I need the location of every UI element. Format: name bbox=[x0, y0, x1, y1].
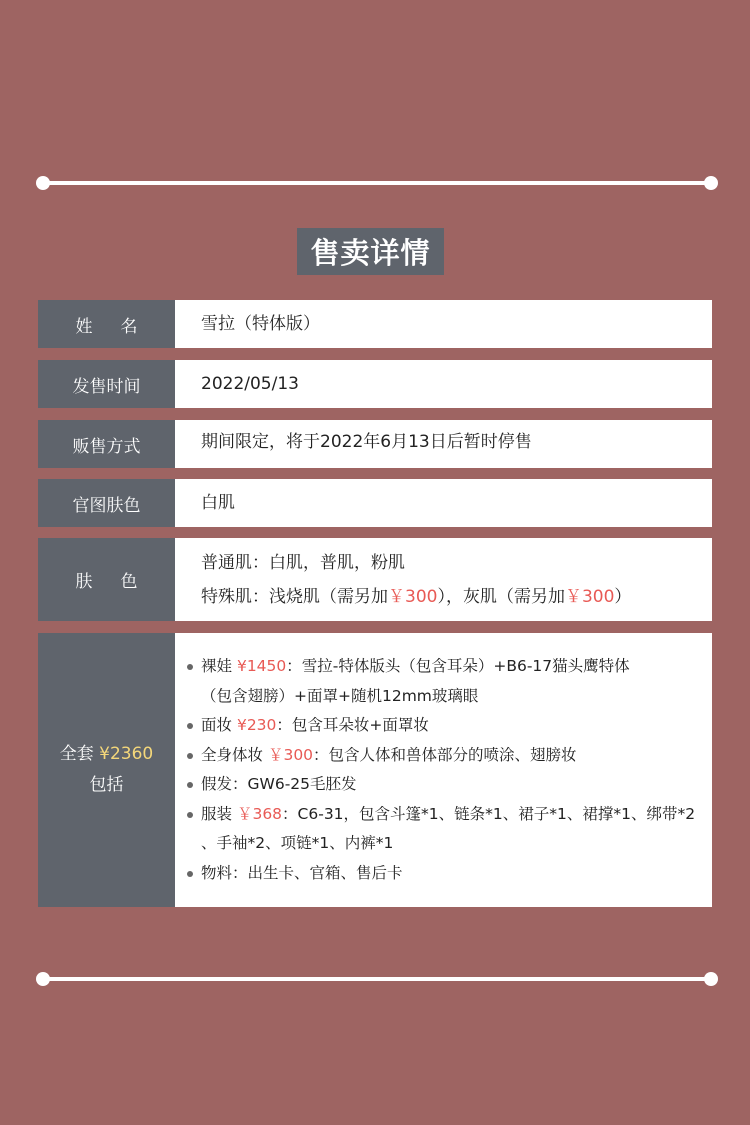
value-release-date: 2022/05/13 bbox=[201, 374, 299, 394]
label-includes: 包括 bbox=[89, 775, 124, 795]
label-official-skin: 官图肤色 bbox=[38, 479, 175, 527]
full-set-price: ¥2360 bbox=[99, 744, 154, 764]
row-sale-method bbox=[38, 420, 712, 468]
list-item-materials: 物料：出生卡、官箱、售后卡 bbox=[187, 859, 712, 889]
label-full-set: 全套 ¥2360 bbox=[59, 744, 154, 764]
list-item-doll: 裸娃 ¥1450：雪拉-特体版头（包含耳朵）+B6-17猫头鹰特体 （包含翅膀）+面罩+随机12mm玻璃眼 bbox=[187, 652, 712, 711]
label-sale-method: 贩售方式 bbox=[38, 420, 175, 468]
row-release-date bbox=[38, 360, 712, 408]
skin-special: 特殊肌：浅烧肌（需另加￥300），灰肌（需另加￥300） bbox=[201, 586, 632, 607]
value-name: 雪拉（特体版） bbox=[201, 314, 320, 334]
top-divider bbox=[36, 176, 718, 190]
value-sale-method: 期间限定，将于2022年6月13日后暂时停售 bbox=[201, 432, 532, 452]
list-item-body-makeup: 全身体妆 ￥300：包含人体和兽体部分的喷涂、翅膀妆 bbox=[187, 741, 712, 771]
price-gray-skin: ￥300 bbox=[564, 586, 615, 607]
row-official-skin bbox=[38, 479, 712, 527]
list-item-face-makeup: 面妆 ¥230：包含耳朵妆+面罩妆 bbox=[187, 711, 712, 741]
row-skin-color bbox=[38, 538, 712, 621]
row-name bbox=[38, 300, 712, 348]
price-face-makeup: ¥230 bbox=[236, 716, 277, 734]
list-item-outfit: 服装 ￥368：C6-31，包含斗篷*1、链条*1、裙子*1、裙撑*1、绑带*2 、手袖*2、项链*1、内裤*1 bbox=[187, 800, 712, 859]
price-outfit: ￥368 bbox=[236, 804, 283, 823]
skin-normal: 普通肌：白肌，普肌，粉肌 bbox=[201, 552, 405, 573]
price-doll: ¥1450 bbox=[236, 657, 287, 675]
label-skin-color: 肤色 bbox=[75, 572, 166, 592]
label-release-date: 发售时间 bbox=[38, 360, 175, 408]
page-title: 售卖详情 bbox=[297, 228, 444, 275]
price-tan-skin: ￥300 bbox=[388, 586, 438, 607]
label-name: 姓名 bbox=[75, 316, 166, 337]
list-item-wig: 假发：GW6-25毛胚发 bbox=[187, 770, 712, 800]
bottom-divider bbox=[36, 972, 718, 986]
row-full-set bbox=[38, 633, 712, 907]
set-items-list bbox=[187, 652, 712, 888]
value-official-skin: 白肌 bbox=[201, 493, 235, 513]
price-body-makeup: ￥300 bbox=[267, 745, 314, 764]
